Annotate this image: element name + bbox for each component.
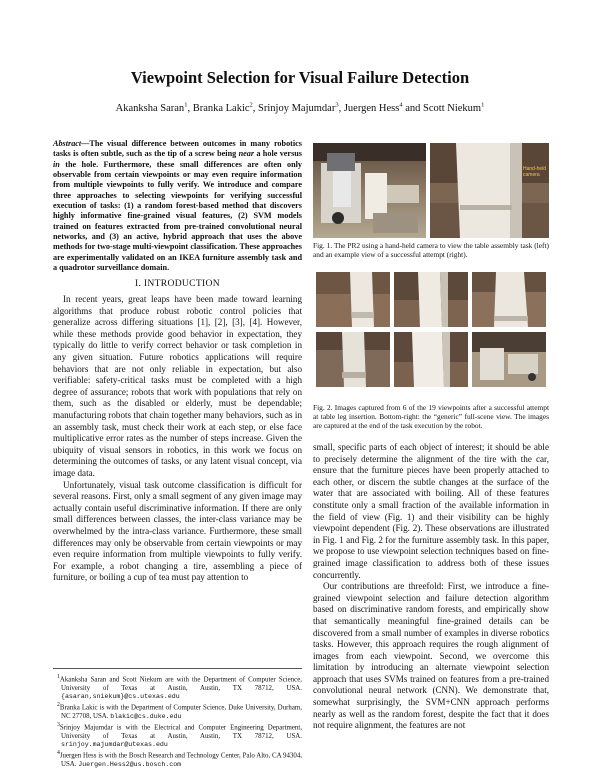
intro-paragraph-1: In recent years, great leaps have been made toward learning algorithms that produce robust robotic control policies that generalize across differing situations [1], [2], [3], [4]. However, while these methods provide good behavior in expectation, they typically do little to verify correct behavior or task completion in any given situation. Future robotics applications will require behaviors that are not only reliable in expectation, but also verifiable: safety-critical tasks must be completed with a high degree of assurance; robots that work with populations that rely on them, such as the disabled or elderly, must be dependable; manufacturing robots that chain together many behaviors, such as in an assembly task, must check their work at each step, or else face multiplicative error rates as the number of steps increase. Given the ubiquity of visual sensors in robotics, in this work we focus on determining the outcomes of tasks, or any latent visual concept, via image data. (53, 294, 302, 478)
fig2-view-3 (472, 272, 546, 327)
author: Scott Niekum$^1$ (423, 101, 485, 114)
fig1-overlay-label: Hand-held camera (523, 166, 547, 178)
author: Srinjoy Majumdar$^3$, (258, 101, 344, 114)
abstract: Abstract—The visual difference between outcomes in many robotics tasks is often subtle, such as the tip of a screw being near a hole versus in the hole. Furthermore, these small differences are often only observable from certain viewpoints or may even require information from multiple viewpoints to fully verify. We introduce and compare three approaches to selecting viewpoints for verifying successful execution of tasks: (1) a random forest-based method that discovers highly informative fine-grained visual features, (2) SVM models trained on features extracted from pre-trained convolutional neural networks, and (3) an active, hybrid approach that uses the above methods for two-stage multi-viewpoint classification. These approaches are experimentally validated on an IKEA furniture assembly task and a quadrotor surveillance domain. (53, 139, 302, 273)
right-column (313, 442, 549, 732)
fig2-view-2 (394, 272, 468, 327)
author: Branka Lakic$^2$, (192, 101, 259, 114)
fig2-view-6-generic (472, 332, 546, 387)
author: Juergen Hess$^4$ and (343, 101, 424, 114)
author-list (0, 101, 600, 114)
footnote: $^3$Srinjoy Majumdar is with the Electrical and Computer Engineering Department, University of Texas at Austin, Austin, TX 78712, USA. srinjoy.majumdar@utexas.edu (57, 722, 302, 748)
footnote: $^2$Branka Lakic is with the Department of Computer Science, Duke University, Durham, NC 27708, USA. blakic@cs.duke.edu (57, 702, 302, 720)
right-paragraph-2: Our contributions are threefold: First, we introduce a fine-grained viewpoint selection and failure detection algorithm based on discriminative random forests, and empirically show that semantically meaningful fine-grained details can be discovered from a small number of examples in diverse robotics tasks. However, this approach requires the rough alignment of images from each viewpoint. Second, we overcome this limitation by introducing an alternate viewpoint selection approach that uses SVMs trained on features from a pre-trained convolutional neural network (CNN). We demonstrate that, somewhat surprisingly, the SVM+CNN approach performs nearly as well as the random forest, despite the fact that it does not require alignment, the features are not (313, 581, 549, 731)
section-heading: I. INTRODUCTION (135, 278, 220, 290)
footnote: $^1$Akanksha Saran and Scott Niekum are with the Department of Computer Science, University of Texas at Austin, Austin, TX 78712, USA. {asaran,sniekum}@cs.utexas.edu (57, 674, 302, 700)
fig2-grid (313, 272, 549, 388)
paper-title: Viewpoint Selection for Visual Failure Detection (130, 68, 470, 87)
right-paragraph-1: small, specific parts of each object of interest; it should be able to precisely determine the alignment of the tire with the car, ensure that the furniture pieces have been properly attached to each other, or discern the subtle changes at the surface of the water that are associated with boiling. All of these features constitute only a small fraction of the available information in the field of view (Fig. 1) and their visibility can be highly viewpoint dependent (Fig. 2). These observations are illustrated in Fig. 1 and Fig. 2 for the furniture assembly task. In this paper, we propose to use viewpoint selection techniques based on fine-grained image classification to address both of these issues concurrently. (313, 442, 549, 580)
fig2-caption: Fig. 2. Images captured from 6 of the 19 viewpoints after a successful attempt at table leg insertion. Bottom-right: the “generic” full-scene view. The images are captured at the end of the task execution by the robot. (313, 403, 549, 430)
author: Akanksha Saran$^1$, (115, 101, 193, 114)
fig2-view-4 (316, 332, 390, 387)
fig1-table-photo (430, 143, 549, 238)
fig2-view-1 (316, 272, 390, 327)
fig1-caption: Fig. 1. The PR2 using a hand-held camera to view the table assembly task (left) and an example view of a successful attempt (right). (313, 241, 549, 259)
intro-paragraph-2: Unfortunately, visual task outcome classification is difficult for several reasons. First, only a small segment of any given image may actually contain useful discriminative information. If there are only small differences between classes, the inter-class variance may be overwhelmed by the intra-class variance. Furthermore, these small differences may only be observable from certain viewpoints or may even require information from multiple viewpoints to fully verify. For example, a robot changing a tire, assembling a piece of furniture, or boiling a cup of tea must pay attention to (53, 479, 302, 583)
left-column (53, 139, 302, 584)
footnote: $^4$Juergen Hess is with the Bosch Research and Technology Center, Palo Alto, CA 94304, USA. Juergen.Hess2@us.bosch.com (57, 750, 302, 768)
footnotes (53, 668, 302, 769)
fig2-view-5 (394, 332, 468, 387)
fig1-robot-photo (313, 143, 426, 238)
